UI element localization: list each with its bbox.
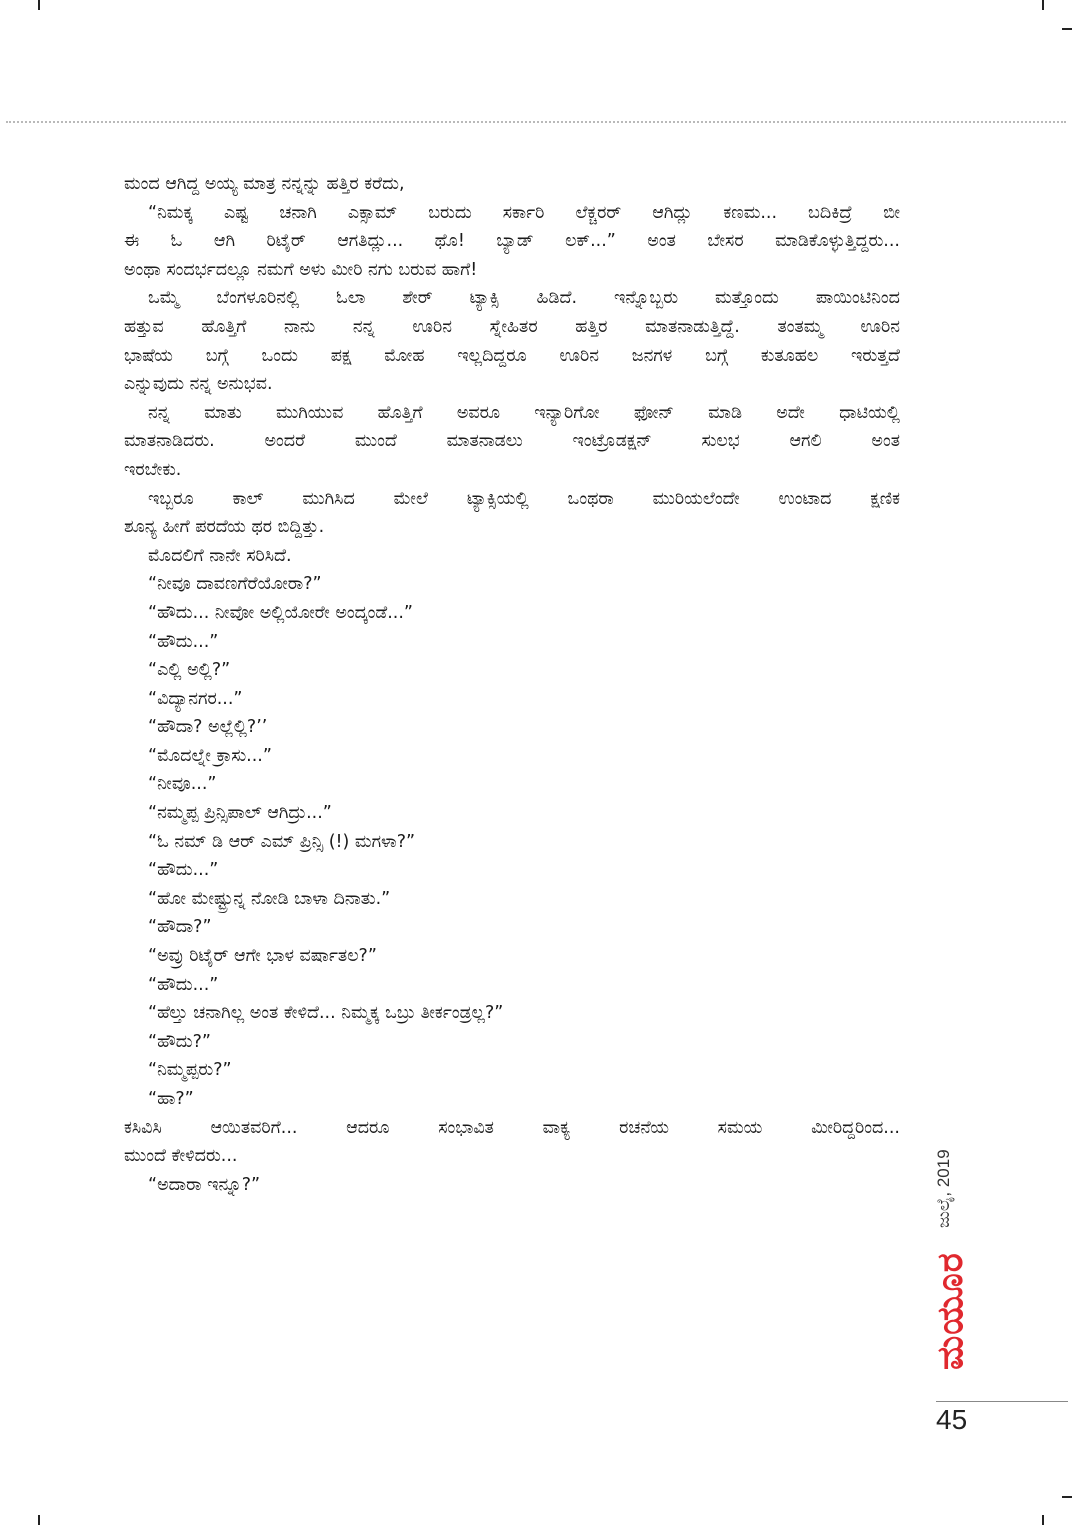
page-number: 45	[936, 1404, 968, 1435]
paragraph	[124, 170, 900, 199]
dialogue-line: “ಹೌದಾ?”	[148, 917, 212, 938]
paragraph	[124, 1114, 900, 1143]
paragraph-continuation	[124, 227, 900, 256]
dialogue-line: “ವಿದ್ಯಾನಗರ...”	[148, 688, 243, 709]
story-body	[124, 170, 900, 1199]
dialogue-line: “ನೀವೂ ದಾವಣಗೆರೆಯೋರಾ?”	[148, 574, 322, 595]
text-line: ಇರಬೇಕು.	[124, 459, 182, 480]
dialogue-line: “ನೀವೂ...”	[148, 774, 217, 795]
paragraph	[124, 485, 900, 514]
paragraph-continuation	[124, 342, 900, 371]
text-line: ಇಬ್ಬರೂ ಕಾಲ್ ಮುಗಿಸಿದ ಮೇಲೆ ಟ್ಯಾಕ್ಸಿಯಲ್ಲಿ ಒಂಥರಾ ಮುರಿಯಲೆಂದೇ ಉಂಟಾದ ಕ್ಷಣಿಕ	[148, 488, 900, 509]
dialogue-line: “ಅದಾರಾ ಇನ್ನೂ?”	[148, 1174, 261, 1195]
crop-mark-right-upper	[1062, 28, 1072, 30]
crop-mark-right-lower	[1062, 1496, 1072, 1498]
dialogue-line: “ಹೋ ಮೇಷ್ಟ್ರುನ್ನ ನೋಡಿ ಬಾಳಾ ದಿನಾತು.”	[148, 888, 391, 909]
crop-mark-top-left	[38, 0, 40, 10]
magazine-logo: ಮಯೂರ	[930, 1252, 971, 1370]
text-line: ಮಂದ ಆಗಿದ್ದ ಅಯ್ಯ ಮಾತ್ರ ನನ್ನನ್ನು ಹತ್ತಿರ ಕರೆದು,	[124, 174, 405, 194]
text-line: ಈ ಓ ಆಗಿ ರಿಟೈರ್ ಆಗತಿದ್ಲು... ಥೊ! ಬ್ಯಾಡ್ ಲಕ್...” ಅಂತ ಬೇಸರ ಮಾಡಿಕೊಳ್ಳುತ್ತಿದ್ದರು...	[124, 231, 900, 252]
text-line: ಶೂನ್ಯ ಹೀಗೆ ಪರದೆಯ ಥರ ಬಿದ್ದಿತ್ತು.	[124, 517, 325, 538]
dialogue-line: “ಹೌದಾ? ಅಲ್ಲೆಲ್ಲಿ?’’	[148, 717, 268, 738]
paragraph-continuation	[124, 456, 900, 485]
dialogue-line: ಮೊದಲಿಗೆ ನಾನೇ ಸರಿಸಿದೆ.	[148, 545, 292, 566]
dialogue-line: “ನಿಮ್ಮಪ್ಪರು?”	[148, 1060, 232, 1081]
dialogue-line: “ಅವ್ರು ರಿಟೈರ್ ಆಗೇ ಭಾಳ ವರ್ಷಾತಲ?”	[148, 946, 377, 967]
text-line: ಭಾಷೆಯ ಬಗ್ಗೆ ಒಂದು ಪಕ್ಷ ಮೋಹ ಇಲ್ಲದಿದ್ದರೂ ಊರಿನ ಜನಗಳ ಬಗ್ಗೆ ಕುತೂಹಲ ಇರುತ್ತದೆ	[124, 345, 900, 366]
dialogue-line: “ಹೌದು...”	[148, 631, 219, 652]
dialogue-line: “ಓ ನಮ್ ಡಿ ಆರ್ ಎಮ್ ಪ್ರಿನ್ಸಿ (!) ಮಗಳಾ?”	[148, 831, 416, 852]
text-line: ಅಂಥಾ ಸಂದರ್ಭದಲ್ಲೂ ನಮಗೆ ಅಳು ಮೀರಿ ನಗು ಬರುವ ಹಾಗೆ!	[124, 259, 478, 280]
text-line: ಒಮ್ಮೆ ಬೆಂಗಳೂರಿನಲ್ಲಿ ಓಲಾ ಶೇರ್ ಟ್ಯಾಕ್ಸಿ ಹಿಡಿದೆ. ಇನ್ನೊಬ್ಬರು ಮತ್ತೊಂದು ಪಾಯಿಂಟಿನಿಂದ	[148, 288, 900, 309]
crop-mark-bottom-left	[38, 1515, 40, 1525]
paragraph-continuation	[124, 370, 900, 399]
paragraph	[124, 284, 900, 313]
paragraph-continuation	[124, 427, 900, 456]
text-line: ಹತ್ತುವ ಹೊತ್ತಿಗೆ ನಾನು ನನ್ನ ಊರಿನ ಸ್ನೇಹಿತರ ಹತ್ತಿರ ಮಾತನಾಡುತ್ತಿದ್ದೆ. ತಂತಮ್ಮ ಊರಿನ	[124, 316, 900, 337]
text-line: ಮಾತನಾಡಿದರು. ಅಂದರೆ ಮುಂದೆ ಮಾತನಾಡಲು ಇಂಟ್ರೊಡಕ್ಷನ್ ಸುಲಭ ಆಗಲಿ ಅಂತ	[124, 431, 900, 452]
dialogue-line: “ಹೌದು?”	[148, 1031, 211, 1052]
dialogue-line: “ಹೆಲ್ತು ಚನಾಗಿಲ್ಲ ಅಂತ ಕೇಳಿದೆ... ನಿಮ್ಮಕ್ಕ ಒಬ್ರು ತೀರ್ಕಂಡ್ರಲ್ಲ?”	[148, 1003, 504, 1024]
paragraph-continuation	[124, 313, 900, 342]
paragraph	[124, 199, 900, 228]
paragraph-continuation	[124, 256, 900, 285]
paragraph-continuation	[124, 513, 900, 542]
text-line: ಕಸಿವಿಸಿ ಆಯಿತವರಿಗೆ... ಆದರೂ ಸಂಭಾವಿತ ವಾಕ್ಯ ರಚನೆಯ ಸಮಯ ಮೀರಿದ್ದರಿಂದ...	[124, 1117, 900, 1138]
crop-mark-bottom-right	[1042, 1515, 1044, 1525]
folio-rule	[936, 1401, 1068, 1402]
text-line: ನನ್ನ ಮಾತು ಮುಗಿಯುವ ಹೊತ್ತಿಗೆ ಅವರೂ ಇನ್ಯಾರಿಗೋ ಫೋನ್ ಮಾಡಿ ಅದೇ ಧಾಟಿಯಲ್ಲಿ	[148, 402, 900, 423]
dialogue-line: “ಎಲ್ಲಿ ಅಲ್ಲಿ?”	[148, 660, 231, 681]
dialogue-line: “ಹೌದು...”	[148, 974, 219, 995]
issue-date: ಜುಲೈ, 2019	[934, 1149, 953, 1228]
dialogue-line: “ಮೊದಲ್ನೇ ಕ್ರಾಸು...”	[148, 745, 272, 766]
dialogue-line: “ನಮ್ಮಪ್ಪ ಪ್ರಿನ್ಸಿಪಾಲ್ ಆಗಿದ್ರು...”	[148, 803, 332, 824]
header-dotted-rule	[6, 121, 1066, 123]
dialogue-line: “ಹೌದು...”	[148, 860, 219, 881]
dialogue-line: “ಹೌದು... ನೀವೋ ಅಲ್ಲಿಯೋರೇ ಅಂದ್ಕಂಡೆ...”	[148, 602, 413, 623]
crop-mark-top-right	[1042, 0, 1044, 10]
paragraph	[124, 399, 900, 428]
text-line: ಮುಂದೆ ಕೇಳಿದರು...	[124, 1146, 238, 1167]
paragraph-continuation	[124, 1142, 900, 1171]
text-line: “ನಿಮಕ್ಕ ಎಷ್ಟ ಚನಾಗಿ ಎಕ್ಸಾಮ್ ಬರುದು ಸರ್ಕಾರಿ ಲೆಕ್ಚರರ್ ಆಗಿದ್ಲು ಕಣಮ... ಬದಿಕಿದ್ರೆ ಬೀ	[148, 202, 900, 223]
text-line: ಎನ್ನುವುದು ನನ್ನ ಅನುಭವ.	[124, 374, 273, 395]
dialogue-line: “ಹಾ?”	[148, 1089, 194, 1109]
